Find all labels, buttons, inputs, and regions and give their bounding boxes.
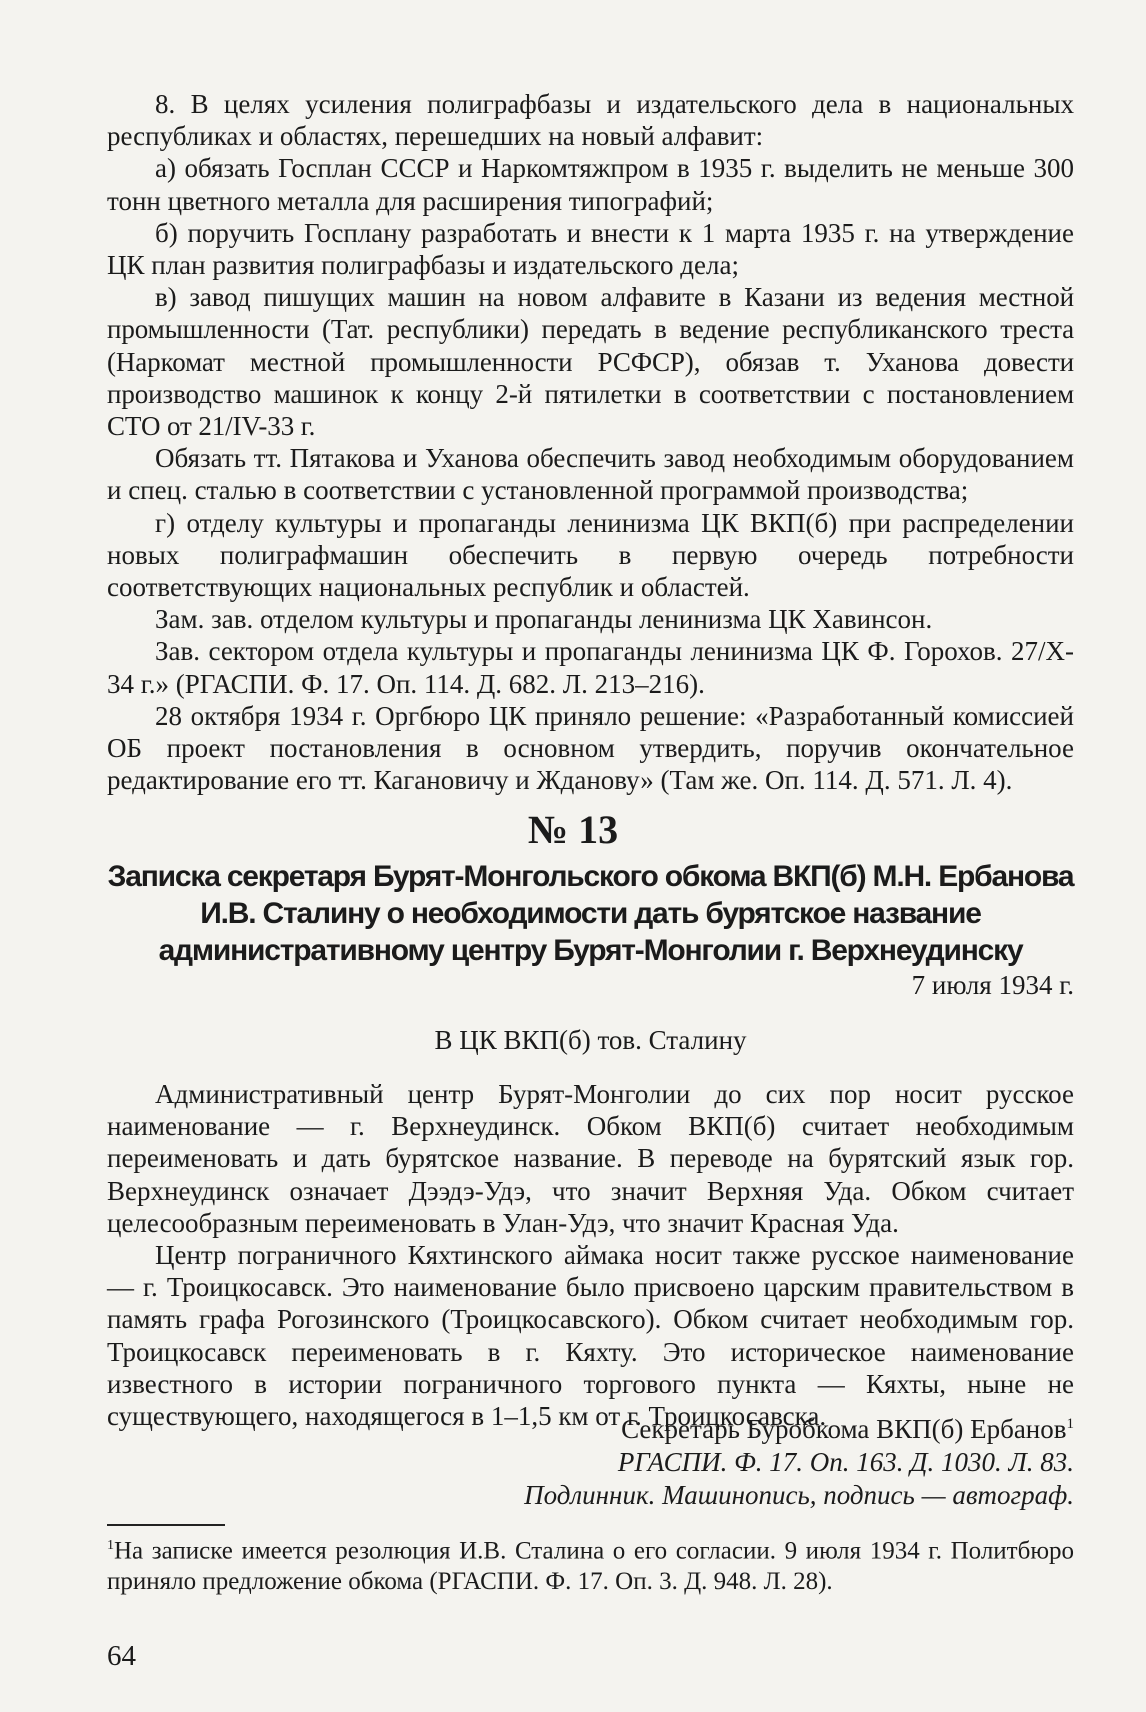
paragraph: в) завод пишущих машин на новом алфавите в Казани из ведения местной промышленности (Тат. республики) передать в ведение республиканского треста (Наркомат местной промышленности РСФСР), обязав т. Уханова довести производство машинок к концу 2-й пятилетки в соответствии с постановлением СТО от 21/IV-33 г. xyxy=(107,282,1074,442)
document-body xyxy=(107,1078,1074,1432)
title-line: И.В. Сталину о необходимости дать бурятское название xyxy=(200,897,981,930)
document-number: № 13 xyxy=(527,807,619,852)
paragraph: Зав. сектором отдела культуры и пропаганды ленинизма ЦК Ф. Горохов. 27/X-34 г.» (РГАСПИ. Ф. 17. Оп. 114. Д. 682. Л. 213–216). xyxy=(107,636,1074,699)
signature-line xyxy=(107,1408,1074,1446)
signature: Секретарь Буробкома ВКП(б) Ербанов xyxy=(621,1414,1067,1444)
document-title xyxy=(107,858,1074,969)
paragraph: г) отделу культуры и пропаганды ленинизма ЦК ВКП(б) при распределении новых полиграфмашин обеспечить в первую очередь потребности соответствующих национальных республик и областей. xyxy=(107,507,1074,603)
paragraph: Зам. зав. отделом культуры и пропаганды ленинизма ЦК Хавинсон. xyxy=(155,604,933,635)
paragraph: Административный центр Бурят-Монголии до сих пор носит русское наименование — г. Верхнеудинск. Обком ВКП(б) считает необходимым переименовать и дать бурятское название. В переводе на бурятский язык гор. Верхнеудинск означает Дээдэ-Удэ, что значит Верхняя Уда. Обком считает целесообразным переименовать в Улан-Удэ, что значит Красная Уда. xyxy=(107,1079,1074,1238)
footnote-body: На записке имеется резолюция И.В. Сталина о его согласии. 9 июля 1934 г. Политбюро приняло предложение обкома (РГАСПИ. Ф. 17. Оп. 3. Д. 948. Л. 28). xyxy=(107,1537,1074,1596)
title-line: административному центру Бурят-Монголии г. Верхнеудинску xyxy=(158,934,1023,967)
page-number: 64 xyxy=(107,1640,136,1672)
source-reference: РГАСПИ. Ф. 17. Оп. 163. Д. 1030. Л. 83. xyxy=(617,1447,1074,1477)
document-date: 7 июля 1934 г. xyxy=(911,970,1074,1000)
paragraph: Обязать тт. Пятакова и Уханова обеспечить завод необходимым оборудованием и спец. сталью в соответствии с установленной программой производства; xyxy=(107,443,1074,506)
previous-document-text xyxy=(107,88,1074,796)
footnote xyxy=(107,1530,1074,1597)
paragraph: Центр пограничного Кяхтинского аймака носит также русское наименование — г. Троицкосавск. Это наименование было присвоено царским правительством в память графа Рогозинского (Троицкосавского). Обком считает необходимым гор. Троицкосавск переименовать в г. Кяхту. Это историческое наименование известного в истории пограничного торгового пункта — Кяхты, ныне не существующего, находящегося в 1–1,5 км от г. Троицкосавска. xyxy=(107,1240,1074,1432)
paragraph: а) обязать Госплан СССР и Наркомтяжпром в 1935 г. выделить не меньше 300 тонн цветного металла для расширения типографий; xyxy=(107,153,1074,216)
footnote-mark: 1 xyxy=(1066,1416,1074,1432)
paragraph: 28 октября 1934 г. Оргбюро ЦК приняло решение: «Разработанный комиссией ОБ проект постановления в основном утвердить, поручив окончательное редактирование его тт. Кагановичу и Жданову» (Там же. Оп. 114. Д. 571. Л. 4). xyxy=(107,700,1074,796)
paragraph: б) поручить Госплану разработать и внести к 1 марта 1935 г. на утверждение ЦК план развития полиграфбазы и издательского дела; xyxy=(107,217,1074,281)
source-note: Подлинник. Машинопись, подпись — автограф. xyxy=(524,1480,1074,1510)
paragraph: 8. В целях усиления полиграфбазы и издательского дела в национальных республиках и областях, перешедших на новый алфавит: xyxy=(107,89,1074,152)
signature-block xyxy=(107,1408,1074,1512)
footnote-number: 1 xyxy=(107,1538,114,1553)
footnote-divider xyxy=(107,1524,225,1526)
addressee: В ЦК ВКП(б) тов. Сталину xyxy=(434,1025,747,1055)
footnote-text xyxy=(107,1530,1074,1597)
title-line: Записка секретаря Бурят-Монгольского обкома ВКП(б) М.Н. Ербанова xyxy=(107,860,1074,893)
